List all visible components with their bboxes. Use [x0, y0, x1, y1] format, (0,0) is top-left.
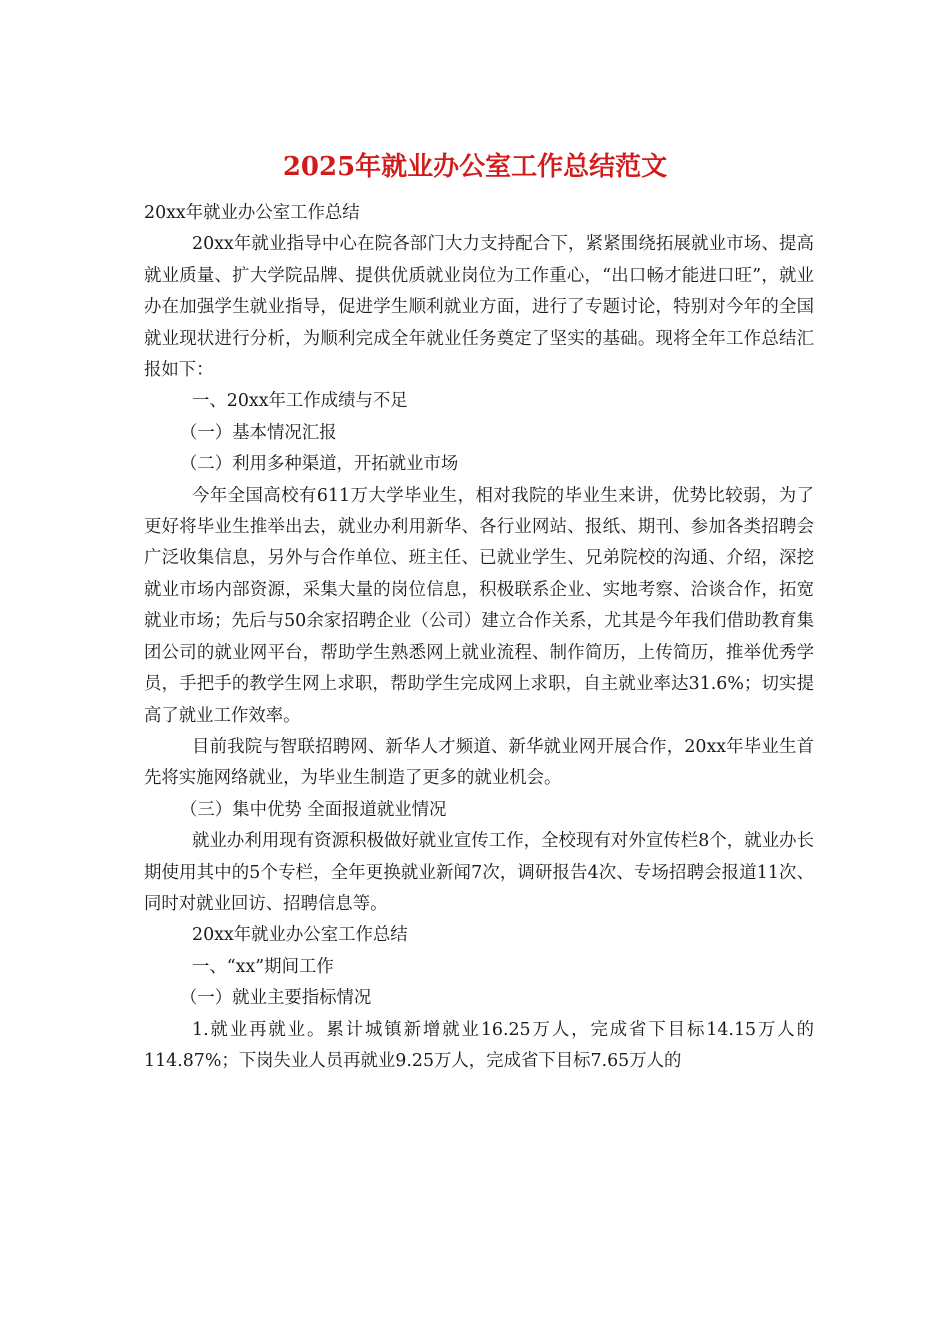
paragraph: 一、“xx”期间工作: [192, 956, 334, 977]
document-body: [144, 198, 814, 1077]
document-title: 2025年就业办公室工作总结范文: [282, 152, 668, 182]
paragraph: （三）集中优势 全面报道就业情况: [180, 799, 447, 820]
paragraph: 今年全国高校有611万大学毕业生，相对我院的毕业生来讲，优势比较弱，为了更好将毕业生推举出去，就业办利用新华、各行业网站、报纸、期刊、参加各类招聘会广泛收集信息，另外与合作单位、班主任、已就业学生、兄弟院校的沟通、介绍，深挖就业市场内部资源，采集大量的岗位信息，积极联系企业、实地考察、洽谈合作，拓宽就业市场；先后与50余家招聘企业（公司）建立合作关系，尤其是今年我们借助教育集团公司的就业网平台，帮助学生熟悉网上就业流程、制作简历，上传简历，推举优秀学员，手把手的教学生网上求职，帮助学生完成网上求职，自主就业率达31.6%；切实提高了就业工作效率。: [144, 485, 814, 726]
paragraph: 1.就业再就业。累计城镇新增就业16.25万人，完成省下目标14.15万人的114.87%；下岗失业人员再就业9.25万人，完成省下目标7.65万人的: [144, 1019, 814, 1071]
paragraph: 就业办利用现有资源积极做好就业宣传工作，全校现有对外宣传栏8个，就业办长期使用其中的5个专栏，全年更换就业新闻7次，调研报告4次、专场招聘会报道11次、同时对就业回访、招聘信息等。: [144, 831, 814, 914]
paragraph: （二）利用多种渠道，开拓就业市场: [180, 454, 459, 475]
paragraph: 20xx年就业办公室工作总结: [192, 925, 408, 946]
paragraph: （一）就业主要指标情况: [180, 988, 372, 1009]
paragraph: （一）基本情况汇报: [180, 422, 337, 443]
paragraph: 20xx年就业指导中心在院各部门大力支持配合下，紧紧围绕拓展就业市场、提高就业质量、扩大学院品牌、提供优质就业岗位为工作重心，“出口畅才能进口旺”，就业办在加强学生就业指导，促进学生顺利就业方面，进行了专题讨论，特别对今年的全国就业现状进行分析，为顺利完成全年就业任务奠定了坚实的基础。现将全年工作总结汇报如下：: [144, 234, 814, 381]
paragraph: 一、20xx年工作成绩与不足: [192, 391, 408, 412]
paragraph: 20xx年就业办公室工作总结: [144, 203, 360, 223]
paragraph: 目前我院与智联招聘网、新华人才频道、新华就业网开展合作，20xx年毕业生首先将实施网络就业，为毕业生制造了更多的就业机会。: [144, 736, 814, 789]
